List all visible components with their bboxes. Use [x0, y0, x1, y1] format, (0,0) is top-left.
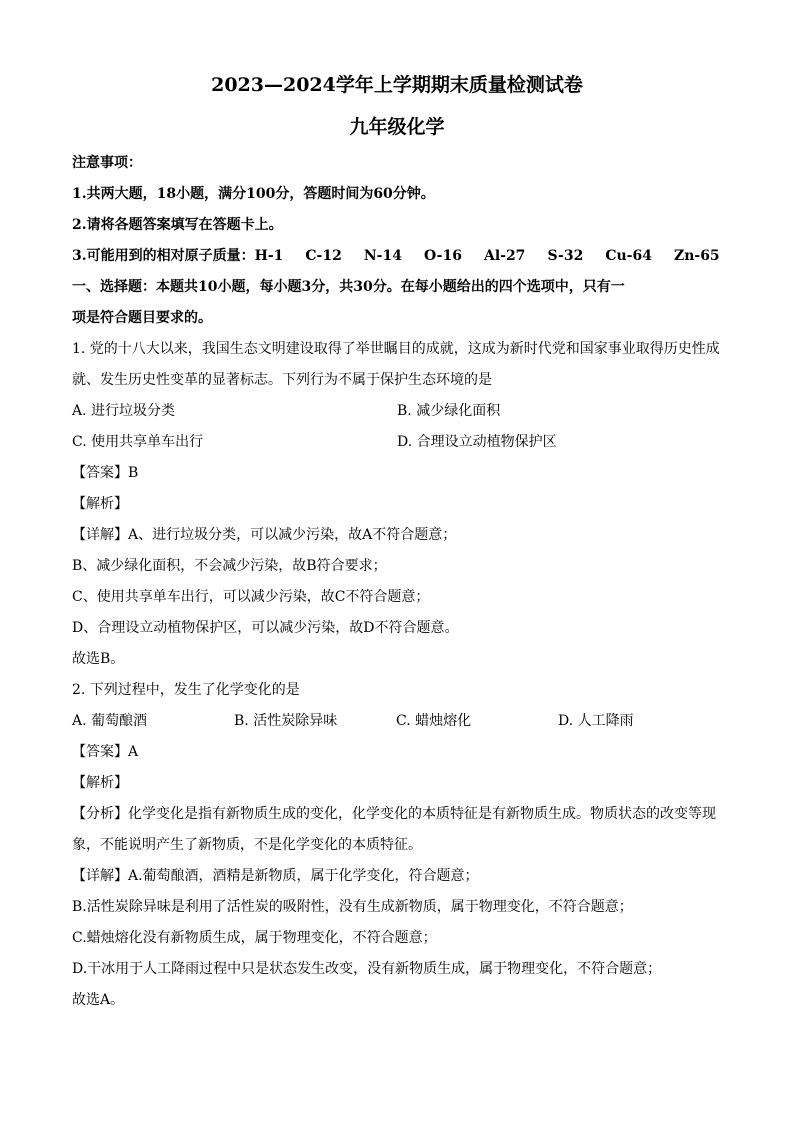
q2-answer: 【答案】A [72, 744, 139, 760]
q1-conclusion: 故选B。 [72, 651, 125, 667]
q1-option-c: C. 使用共享单车出行 [72, 434, 204, 450]
atomic-mass: S-32 [547, 248, 584, 264]
atomic-mass: H-1 [254, 248, 284, 264]
q2-detail-3: C.蜡烛熔化没有新物质生成，属于物理变化，不符合题意； [72, 930, 437, 946]
q2-option-d: D. 人工降雨 [558, 713, 634, 729]
atomic-mass: Cu-64 [605, 248, 652, 264]
q1-option-a: A. 进行垃圾分类 [72, 403, 176, 419]
q2-option-b: B. 活性炭除异味 [234, 713, 338, 729]
q1-detail-4: D、合理设立动植物保护区，可以减少污染，故D不符合题意。 [72, 620, 459, 636]
q2-stem: 2. 下列过程中，发生了化学变化的是 [72, 682, 300, 698]
q1-option-b: B. 减少绿化面积 [397, 403, 501, 419]
atomic-mass: Al-27 [483, 248, 526, 264]
content [72, 148, 722, 1016]
atomic-mass: Zn-65 [673, 248, 720, 264]
q2-fenxi-line-1: 【分析】化学变化是指有新物质生成的变化，化学变化的本质特征是有新物质生成。物质状态的改变等现 [72, 806, 716, 822]
atomic-mass: O-16 [423, 248, 462, 264]
q1-answer: 【答案】B [72, 465, 139, 481]
q1-detail-1: 【详解】A、进行垃圾分类，可以减少污染，故A不符合题意； [72, 527, 457, 543]
q2-option-a: A. 葡萄酿酒 [72, 713, 148, 729]
note-1: 1.共两大题，18小题，满分100分，答题时间为60分钟。 [72, 186, 435, 202]
q1-option-d: D. 合理设立动植物保护区 [397, 434, 557, 450]
section-1-heading-line-1: 一、选择题：本题共10小题，每小题3分，共30分。在每小题给出的四个选项中，只有一 [72, 279, 625, 295]
q2-detail-4: D.干冰用于人工降雨过程中只是状态发生改变，没有新物质生成，属于物理变化，不符合题意； [72, 961, 662, 977]
q1-stem-line-1: 1. 党的十八大以来，我国生态文明建设取得了举世瞩目的成就，这成为新时代党和国家事业取得历史性成 [72, 341, 720, 357]
q2-detail-1: 【详解】A.葡萄酿酒，酒精是新物质，属于化学变化，符合题意； [72, 868, 479, 884]
q2-analysis-label: 【解析】 [72, 775, 128, 791]
q1-options-row-2 [72, 427, 722, 458]
exam-subtitle: 九年级化学 [349, 116, 445, 138]
q2-detail-2: B.活性炭除异味是利用了活性炭的吸附性，没有生成新物质，属于物理变化，不符合题意； [72, 899, 633, 915]
q2-fenxi-line-2: 象，不能说明产生了新物质，不是化学变化的本质特征。 [72, 837, 422, 853]
q1-analysis-label: 【解析】 [72, 496, 128, 512]
section-1-heading-line-2: 项是符合题目要求的。 [72, 310, 212, 326]
q1-detail-2: B、减少绿化面积，不会减少污染，故B符合要求； [72, 558, 387, 574]
exam-title: 2023—2024学年上学期期末质量检测试卷 [211, 74, 583, 96]
atomic-mass: N-14 [363, 248, 402, 264]
atomic-mass: C-12 [305, 248, 342, 264]
notes-heading: 注意事项： [72, 155, 142, 171]
note-3 [72, 241, 722, 272]
q1-stem-line-2: 就、发生历史性变革的显著标志。下列行为不属于保护生态环境的是 [72, 372, 492, 388]
q2-options-row [72, 706, 722, 737]
note-3-prefix: 3.可能用到的相对原子质量： [72, 248, 255, 264]
q1-detail-3: C、使用共享单车出行，可以减少污染，故C不符合题意； [72, 589, 430, 605]
note-2: 2.请将各题答案填写在答题卡上。 [72, 217, 283, 233]
q2-option-c: C. 蜡烛熔化 [396, 713, 472, 729]
q2-conclusion: 故选A。 [72, 992, 125, 1008]
q1-options-row-1 [72, 396, 722, 427]
